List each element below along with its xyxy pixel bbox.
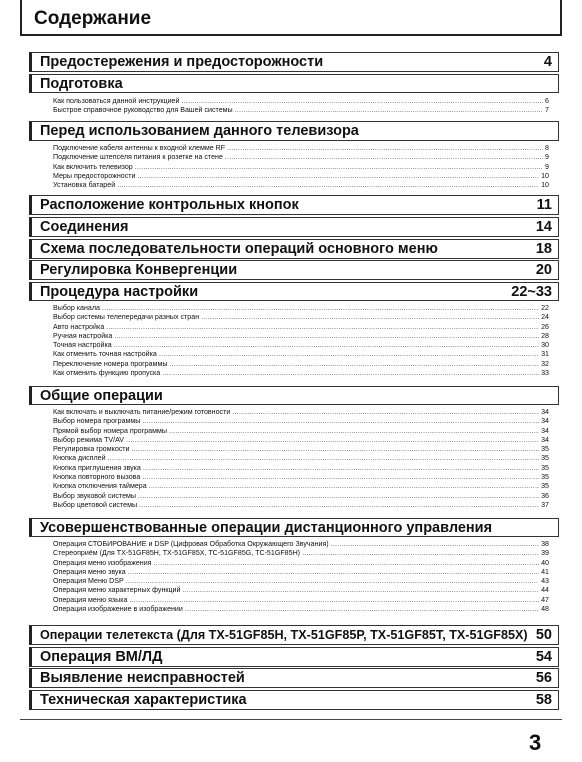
list-item: Авто настройка ..... 26 — [53, 323, 549, 332]
section-page: 14 — [535, 219, 552, 235]
section-page: 18 — [535, 241, 552, 257]
section-title: Усовершенствованные операции дистанционного управления — [40, 519, 493, 536]
list-item: Выбор канала ..... 22 — [53, 304, 549, 313]
list-item: Операция меню языка ..... 47 — [53, 596, 549, 605]
section-general-ops — [29, 386, 559, 405]
section-page: 58 — [535, 692, 552, 708]
section-title: Операции телетекста (Для TX-51GF85H, TX-51GF85P, TX-51GF85T, TX-51GF85X) — [40, 628, 528, 642]
section-tuning — [29, 282, 559, 301]
title-frame — [20, 0, 562, 36]
section-controls — [29, 195, 559, 215]
section-title: Предостережения и предосторожности — [40, 54, 324, 70]
page-title: Содержание — [34, 8, 152, 29]
list-item: Как пользоваться данной инструкцией ..... 6 — [53, 97, 549, 106]
list-item: Операция СТОБИРОВАНИЕ и DSP (Цифровая Обработка Окружающего Звучания) ..... 38 — [53, 540, 549, 549]
section-convergence — [29, 260, 559, 280]
list-item: Кнопка отключения таймера ..... 35 — [53, 482, 549, 491]
section-items — [53, 540, 549, 614]
section-title: Операция ВМ/ЛД — [40, 649, 163, 665]
list-item: Кнопка дисплей ..... 35 — [53, 454, 549, 463]
list-item: Точная настройка ..... 30 — [53, 341, 549, 350]
section-page: 50 — [535, 627, 552, 643]
section-menu-flow — [29, 239, 559, 259]
list-item: Операция меню звука ..... 41 — [53, 568, 549, 577]
list-item: Регулировка громкости ..... 35 — [53, 445, 549, 454]
list-item: Как включить телевизор ..... 9 — [53, 163, 549, 172]
section-specifications — [29, 690, 559, 710]
list-item: Кнопка приглушения звука ..... 35 — [53, 464, 549, 473]
section-page: 56 — [535, 670, 552, 686]
list-item: Подключение кабеля антенны к входной клемме RF ..... 8 — [53, 144, 549, 153]
list-item: Операция Меню DSP ..... 43 — [53, 577, 549, 586]
list-item: Выбор режима TV/AV ..... 34 — [53, 436, 549, 445]
section-vcr — [29, 647, 559, 667]
section-title: Общие операции — [40, 387, 163, 404]
section-title: Процедура настройки — [40, 283, 199, 300]
list-item: Выбор системы телепередачи разных стран ..... 24 — [53, 313, 549, 322]
list-item: Выбор цветовой системы ..... 37 — [53, 501, 549, 510]
section-title: Соединения — [40, 219, 129, 235]
section-troubleshooting — [29, 668, 559, 688]
list-item: Прямой выбор номера программы ..... 34 — [53, 427, 549, 436]
list-item: Подключение штепселя питания к розетке на стене ..... 9 — [53, 153, 549, 162]
section-connections — [29, 217, 559, 237]
section-page: 20 — [535, 262, 552, 278]
list-item: Операция изображение в изображении ..... 48 — [53, 605, 549, 614]
section-precautions — [29, 52, 559, 72]
section-page: 54 — [535, 649, 552, 665]
list-item: Операция меню характерных функций ..... 44 — [53, 586, 549, 595]
list-item: Быстрое справочное руководство для Вашей системы ..... 7 — [53, 106, 549, 115]
section-title: Регулировка Конвергенции — [40, 262, 238, 278]
section-items — [53, 304, 549, 378]
section-before-use — [29, 121, 559, 141]
section-preparation — [29, 74, 559, 93]
section-title: Перед использованием данного телевизора — [40, 123, 359, 139]
list-item: Операция меню изображения ..... 40 — [53, 559, 549, 568]
section-title: Техническая характеристика — [40, 692, 247, 708]
list-item: Как отменить точная настройка ..... 31 — [53, 350, 549, 359]
list-item: Переключение номера программы ..... 32 — [53, 360, 549, 369]
list-item: Меры предосторожности ..... 10 — [53, 172, 549, 181]
section-items — [53, 144, 549, 190]
list-item: Установка батарей ..... 10 — [53, 181, 549, 190]
section-title: Выявление неисправностей — [40, 670, 245, 686]
section-items — [53, 408, 549, 510]
page-number: 3 — [529, 730, 542, 755]
list-item: Выбор номера программы ..... 34 — [53, 417, 549, 426]
section-page: 22~33 — [511, 283, 552, 300]
section-teletext — [29, 625, 559, 645]
section-title: Подготовка — [40, 75, 123, 92]
section-page: 4 — [543, 54, 552, 70]
list-item: Как включать и выключать питание/режим готовности ..... 34 — [53, 408, 549, 417]
list-item: Как отменить функцию пропуска ..... 33 — [53, 369, 549, 378]
section-page: 11 — [536, 197, 552, 213]
list-item: Ручная настройка ..... 28 — [53, 332, 549, 341]
section-title: Расположение контрольных кнопок — [40, 197, 299, 213]
section-items — [53, 97, 549, 116]
list-item: Кнопка повторного вызова ..... 35 — [53, 473, 549, 482]
section-title: Схема последовательности операций основного меню — [40, 241, 438, 257]
bottom-divider — [20, 719, 562, 720]
list-item: Выбор звуковой системы ..... 36 — [53, 492, 549, 501]
list-item: Стереоприём (Для TX-51GF85H, TX-51GF85X, TC-51GF85G, TC-51GF85H) ..... 39 — [53, 549, 549, 558]
section-advanced-remote — [29, 518, 559, 537]
